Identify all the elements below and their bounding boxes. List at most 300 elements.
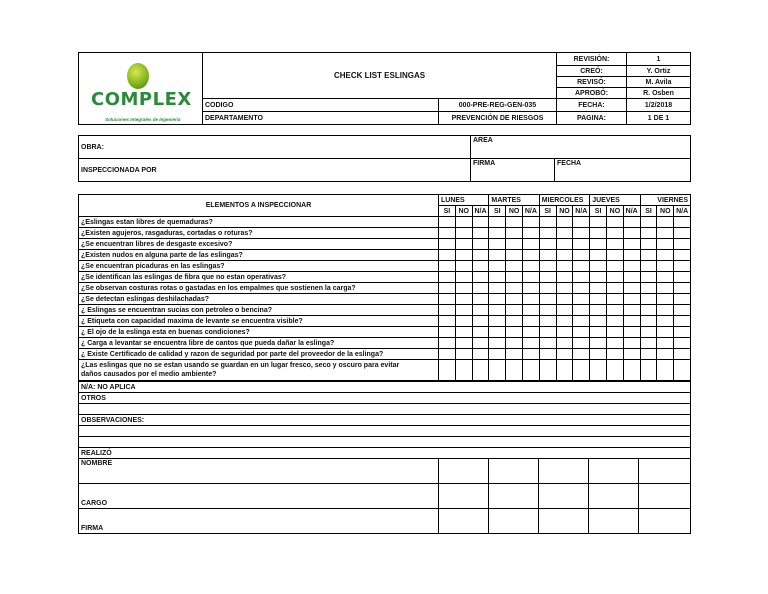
check-cell[interactable] <box>556 261 573 272</box>
check-cell[interactable] <box>674 250 691 261</box>
check-cell[interactable] <box>590 283 607 294</box>
checklist-item: ¿Se encuentran picaduras en las eslingas? <box>79 261 439 272</box>
check-cell[interactable] <box>506 261 523 272</box>
check-cell[interactable] <box>439 217 456 228</box>
meta-value: R. Osben <box>627 88 691 99</box>
checklist-row <box>79 316 691 327</box>
check-cell[interactable] <box>573 239 590 250</box>
document-title: CHECK LIST ESLINGAS <box>203 53 557 99</box>
check-cell[interactable] <box>674 239 691 250</box>
area-field[interactable]: AREA <box>471 136 691 159</box>
check-cell[interactable] <box>640 250 657 261</box>
checklist-row <box>79 228 691 239</box>
check-cell[interactable] <box>506 338 523 349</box>
signature-cell[interactable] <box>639 484 691 509</box>
check-cell[interactable] <box>455 272 472 283</box>
check-cell[interactable] <box>640 228 657 239</box>
check-cell[interactable] <box>623 349 640 360</box>
option-header: N/A <box>472 206 489 217</box>
check-cell[interactable] <box>607 294 624 305</box>
signature-cell[interactable] <box>439 459 489 484</box>
codigo-value: 000-PRE-REG-GEN-035 <box>439 99 557 112</box>
check-cell[interactable] <box>472 349 489 360</box>
check-cell[interactable] <box>506 294 523 305</box>
check-cell[interactable] <box>439 294 456 305</box>
check-cell[interactable] <box>573 261 590 272</box>
checklist-item <box>79 360 439 381</box>
check-cell[interactable] <box>439 305 456 316</box>
checklist-row <box>79 272 691 283</box>
check-cell[interactable] <box>556 272 573 283</box>
check-cell[interactable] <box>640 338 657 349</box>
check-cell[interactable] <box>455 305 472 316</box>
check-cell[interactable] <box>439 261 456 272</box>
na-note: N/A: NO APLICA <box>79 382 691 393</box>
check-cell[interactable] <box>455 239 472 250</box>
check-cell[interactable] <box>522 228 539 239</box>
meta-label: APROBÓ: <box>557 88 627 99</box>
firma-field[interactable]: FIRMA <box>471 159 555 182</box>
check-cell[interactable] <box>539 261 556 272</box>
check-cell[interactable] <box>489 305 506 316</box>
check-cell[interactable] <box>657 250 674 261</box>
check-cell[interactable] <box>607 283 624 294</box>
option-header: SI <box>539 206 556 217</box>
check-cell[interactable] <box>674 217 691 228</box>
check-cell[interactable] <box>522 272 539 283</box>
check-cell[interactable] <box>607 261 624 272</box>
check-cell[interactable] <box>506 305 523 316</box>
check-cell[interactable] <box>556 217 573 228</box>
check-cell[interactable] <box>489 283 506 294</box>
check-cell[interactable] <box>539 338 556 349</box>
check-cell[interactable] <box>439 316 456 327</box>
check-cell[interactable] <box>607 272 624 283</box>
option-header: NO <box>556 206 573 217</box>
blank-row <box>79 437 691 448</box>
day-header: VIERNES <box>640 195 690 206</box>
option-header: N/A <box>623 206 640 217</box>
check-cell[interactable] <box>590 338 607 349</box>
check-cell[interactable] <box>472 338 489 349</box>
check-cell[interactable] <box>472 305 489 316</box>
check-cell[interactable] <box>607 250 624 261</box>
check-cell[interactable] <box>590 360 607 381</box>
check-cell[interactable] <box>472 294 489 305</box>
signature-cell[interactable] <box>589 484 639 509</box>
check-cell[interactable] <box>439 228 456 239</box>
check-cell[interactable] <box>522 349 539 360</box>
checklist-row <box>79 239 691 250</box>
meta-value: 1/2/2018 <box>627 99 691 112</box>
logo-subtitle: Soluciones Integrales de Ingeniería <box>105 116 181 122</box>
check-cell[interactable] <box>556 305 573 316</box>
check-cell[interactable] <box>489 316 506 327</box>
check-cell[interactable] <box>623 338 640 349</box>
check-cell[interactable] <box>439 272 456 283</box>
check-cell[interactable] <box>539 228 556 239</box>
check-cell[interactable] <box>439 349 456 360</box>
check-cell[interactable] <box>522 283 539 294</box>
check-cell[interactable] <box>657 239 674 250</box>
check-cell[interactable] <box>489 228 506 239</box>
signature-cell[interactable] <box>489 459 539 484</box>
check-cell[interactable] <box>556 360 573 381</box>
checklist-item: ¿ El ojo de la eslinga esta en buenas condiciones? <box>79 327 439 338</box>
check-cell[interactable] <box>623 228 640 239</box>
check-cell[interactable] <box>657 294 674 305</box>
day-header: MIERCOLES <box>539 195 589 206</box>
check-cell[interactable] <box>623 283 640 294</box>
check-cell[interactable] <box>623 360 640 381</box>
check-cell[interactable] <box>522 316 539 327</box>
checklist-row <box>79 283 691 294</box>
check-cell[interactable] <box>573 360 590 381</box>
check-cell[interactable] <box>607 217 624 228</box>
check-cell[interactable] <box>674 316 691 327</box>
check-cell[interactable] <box>439 283 456 294</box>
meta-label: REVISIÓN: <box>557 53 627 66</box>
blank-row <box>79 404 691 415</box>
blank-row <box>79 426 691 437</box>
meta-label: CREÓ: <box>557 66 627 77</box>
check-cell[interactable] <box>539 250 556 261</box>
check-cell[interactable] <box>522 250 539 261</box>
check-cell[interactable] <box>522 360 539 381</box>
check-cell[interactable] <box>489 217 506 228</box>
check-cell[interactable] <box>607 338 624 349</box>
check-cell[interactable] <box>455 349 472 360</box>
checklist-item: ¿Existen agujeros, rasgaduras, cortadas o roturas? <box>79 228 439 239</box>
firma-field-footer[interactable]: FIRMA <box>79 509 439 534</box>
check-cell[interactable] <box>623 294 640 305</box>
option-header: NO <box>506 206 523 217</box>
check-cell[interactable] <box>640 294 657 305</box>
checklist-item: ¿Existen nudos en alguna parte de las eslingas? <box>79 250 439 261</box>
codigo-label: CODIGO <box>203 99 439 112</box>
check-cell[interactable] <box>657 217 674 228</box>
logo-cell <box>79 53 203 125</box>
check-cell[interactable] <box>472 360 489 381</box>
observaciones-field[interactable]: OBSERVACIONES: <box>79 415 691 426</box>
check-cell[interactable] <box>539 217 556 228</box>
meta-label: PAGINA: <box>557 112 627 125</box>
check-cell[interactable] <box>640 316 657 327</box>
check-cell[interactable] <box>455 217 472 228</box>
check-cell[interactable] <box>623 261 640 272</box>
check-cell[interactable] <box>590 349 607 360</box>
check-cell[interactable] <box>472 250 489 261</box>
signature-cell[interactable] <box>489 484 539 509</box>
check-cell[interactable] <box>472 327 489 338</box>
check-cell[interactable] <box>573 349 590 360</box>
signature-cell[interactable] <box>489 509 539 534</box>
check-cell[interactable] <box>573 250 590 261</box>
check-cell[interactable] <box>657 305 674 316</box>
check-cell[interactable] <box>489 349 506 360</box>
check-cell[interactable] <box>573 283 590 294</box>
check-cell[interactable] <box>506 217 523 228</box>
check-cell[interactable] <box>455 316 472 327</box>
check-cell[interactable] <box>674 349 691 360</box>
check-cell[interactable] <box>522 338 539 349</box>
check-cell[interactable] <box>640 349 657 360</box>
check-cell[interactable] <box>539 360 556 381</box>
check-cell[interactable] <box>573 294 590 305</box>
check-cell[interactable] <box>439 239 456 250</box>
signature-cell[interactable] <box>639 509 691 534</box>
check-cell[interactable] <box>556 250 573 261</box>
fecha-field[interactable]: FECHA <box>555 159 691 182</box>
check-cell[interactable] <box>455 228 472 239</box>
check-cell[interactable] <box>674 261 691 272</box>
check-cell[interactable] <box>590 294 607 305</box>
signature-cell[interactable] <box>539 459 589 484</box>
check-cell[interactable] <box>590 316 607 327</box>
check-cell[interactable] <box>590 305 607 316</box>
check-cell[interactable] <box>539 272 556 283</box>
check-cell[interactable] <box>607 316 624 327</box>
check-cell[interactable] <box>607 228 624 239</box>
check-cell[interactable] <box>607 239 624 250</box>
option-header: SI <box>439 206 456 217</box>
check-cell[interactable] <box>506 272 523 283</box>
check-cell[interactable] <box>623 250 640 261</box>
check-cell[interactable] <box>455 283 472 294</box>
check-cell[interactable] <box>674 283 691 294</box>
logo-text: COMPLEX <box>91 88 192 110</box>
check-cell[interactable] <box>590 261 607 272</box>
check-cell[interactable] <box>674 327 691 338</box>
check-cell[interactable] <box>522 305 539 316</box>
check-cell[interactable] <box>657 349 674 360</box>
check-cell[interactable] <box>472 316 489 327</box>
check-cell[interactable] <box>439 360 456 381</box>
check-cell[interactable] <box>657 360 674 381</box>
check-cell[interactable] <box>623 239 640 250</box>
meta-label: FECHA: <box>557 99 627 112</box>
check-cell[interactable] <box>556 294 573 305</box>
check-cell[interactable] <box>455 327 472 338</box>
signature-cell[interactable] <box>439 509 489 534</box>
nombre-field[interactable]: NOMBRE <box>79 459 439 484</box>
check-cell[interactable] <box>472 217 489 228</box>
check-cell[interactable] <box>590 272 607 283</box>
check-cell[interactable] <box>556 338 573 349</box>
check-cell[interactable] <box>439 338 456 349</box>
checklist-item: ¿Eslingas estan libres de quemaduras? <box>79 217 439 228</box>
check-cell[interactable] <box>640 305 657 316</box>
check-cell[interactable] <box>539 294 556 305</box>
check-cell[interactable] <box>539 239 556 250</box>
check-cell[interactable] <box>640 217 657 228</box>
signature-cell[interactable] <box>439 484 489 509</box>
check-cell[interactable] <box>657 283 674 294</box>
check-cell[interactable] <box>439 250 456 261</box>
check-cell[interactable] <box>674 305 691 316</box>
signature-cell[interactable] <box>539 509 589 534</box>
check-cell[interactable] <box>640 239 657 250</box>
check-cell[interactable] <box>590 250 607 261</box>
check-cell[interactable] <box>472 283 489 294</box>
check-cell[interactable] <box>455 294 472 305</box>
check-cell[interactable] <box>623 217 640 228</box>
checklist-row <box>79 349 691 360</box>
check-cell[interactable] <box>657 228 674 239</box>
check-cell[interactable] <box>556 327 573 338</box>
check-cell[interactable] <box>573 217 590 228</box>
check-cell[interactable] <box>472 272 489 283</box>
checklist-item: ¿Se detectan eslingas deshilachadas? <box>79 294 439 305</box>
checklist-sheet <box>78 52 690 534</box>
check-cell[interactable] <box>506 360 523 381</box>
check-cell[interactable] <box>489 272 506 283</box>
checklist-row <box>79 250 691 261</box>
check-cell[interactable] <box>674 228 691 239</box>
check-cell[interactable] <box>522 217 539 228</box>
cargo-field[interactable]: CARGO <box>79 484 439 509</box>
check-cell[interactable] <box>539 305 556 316</box>
check-cell[interactable] <box>506 239 523 250</box>
check-cell[interactable] <box>640 327 657 338</box>
check-cell[interactable] <box>640 272 657 283</box>
signature-cell[interactable] <box>639 459 691 484</box>
check-cell[interactable] <box>623 272 640 283</box>
check-cell[interactable] <box>556 349 573 360</box>
check-cell[interactable] <box>506 316 523 327</box>
check-cell[interactable] <box>455 338 472 349</box>
check-cell[interactable] <box>522 327 539 338</box>
option-header: NO <box>657 206 674 217</box>
checklist-item: ¿Se encuentran libres de desgaste excesivo? <box>79 239 439 250</box>
check-cell[interactable] <box>607 349 624 360</box>
check-cell[interactable] <box>657 261 674 272</box>
check-cell[interactable] <box>590 239 607 250</box>
check-cell[interactable] <box>522 261 539 272</box>
check-cell[interactable] <box>623 327 640 338</box>
check-cell[interactable] <box>506 327 523 338</box>
check-cell[interactable] <box>539 349 556 360</box>
check-cell[interactable] <box>607 360 624 381</box>
checklist-item: ¿Se identifican las eslingas de fibra que no estan operativas? <box>79 272 439 283</box>
signature-cell[interactable] <box>589 459 639 484</box>
check-cell[interactable] <box>489 239 506 250</box>
check-cell[interactable] <box>522 239 539 250</box>
check-cell[interactable] <box>506 283 523 294</box>
check-cell[interactable] <box>640 360 657 381</box>
checklist-row <box>79 294 691 305</box>
check-cell[interactable] <box>590 327 607 338</box>
check-cell[interactable] <box>472 239 489 250</box>
check-cell[interactable] <box>640 261 657 272</box>
obra-field[interactable]: OBRA: <box>79 136 471 159</box>
header-table <box>78 52 691 125</box>
check-cell[interactable] <box>573 338 590 349</box>
complex-logo-icon <box>127 63 149 89</box>
check-cell[interactable] <box>556 239 573 250</box>
checklist-item: ¿Se observan costuras rotas o gastadas en los empalmes que sostienen la carga? <box>79 283 439 294</box>
check-cell[interactable] <box>506 250 523 261</box>
check-cell[interactable] <box>539 283 556 294</box>
elements-header: ELEMENTOS A INSPECCIONAR <box>79 195 439 217</box>
meta-label: REVISÓ: <box>557 77 627 88</box>
otros-field[interactable]: OTROS <box>79 393 691 404</box>
check-cell[interactable] <box>657 316 674 327</box>
inspeccionada-field[interactable]: INSPECCIONADA POR <box>79 159 471 182</box>
check-cell[interactable] <box>489 338 506 349</box>
meta-value: Y. Ortiz <box>627 66 691 77</box>
check-cell[interactable] <box>607 305 624 316</box>
option-header: N/A <box>674 206 691 217</box>
check-cell[interactable] <box>556 316 573 327</box>
check-cell[interactable] <box>657 327 674 338</box>
option-header: NO <box>455 206 472 217</box>
check-cell[interactable] <box>674 294 691 305</box>
check-cell[interactable] <box>455 261 472 272</box>
check-cell[interactable] <box>522 294 539 305</box>
check-cell[interactable] <box>539 316 556 327</box>
check-cell[interactable] <box>539 327 556 338</box>
check-cell[interactable] <box>607 327 624 338</box>
check-cell[interactable] <box>573 327 590 338</box>
check-cell[interactable] <box>590 217 607 228</box>
check-cell[interactable] <box>472 228 489 239</box>
check-cell[interactable] <box>556 283 573 294</box>
check-cell[interactable] <box>506 228 523 239</box>
signature-cell[interactable] <box>589 509 639 534</box>
check-cell[interactable] <box>623 305 640 316</box>
check-cell[interactable] <box>472 261 489 272</box>
check-cell[interactable] <box>455 250 472 261</box>
checklist-item-line: daños causados por el medio ambiente? <box>81 371 217 378</box>
check-cell[interactable] <box>623 316 640 327</box>
check-cell[interactable] <box>506 349 523 360</box>
meta-value: M. Avila <box>627 77 691 88</box>
signature-cell[interactable] <box>539 484 589 509</box>
check-cell[interactable] <box>590 228 607 239</box>
check-cell[interactable] <box>640 283 657 294</box>
check-cell[interactable] <box>674 360 691 381</box>
check-cell[interactable] <box>573 316 590 327</box>
checklist-row <box>79 217 691 228</box>
checklist-row <box>79 338 691 349</box>
check-cell[interactable] <box>489 261 506 272</box>
day-header: MARTES <box>489 195 539 206</box>
option-header: NO <box>607 206 624 217</box>
check-cell[interactable] <box>573 305 590 316</box>
check-cell[interactable] <box>439 327 456 338</box>
check-cell[interactable] <box>657 338 674 349</box>
checklist-row <box>79 327 691 338</box>
check-cell[interactable] <box>455 360 472 381</box>
checklist-row <box>79 360 691 381</box>
check-cell[interactable] <box>489 360 506 381</box>
check-cell[interactable] <box>556 228 573 239</box>
check-cell[interactable] <box>573 228 590 239</box>
check-cell[interactable] <box>489 250 506 261</box>
check-cell[interactable] <box>674 338 691 349</box>
checklist-row <box>79 305 691 316</box>
option-header: N/A <box>522 206 539 217</box>
option-header: N/A <box>573 206 590 217</box>
checklist-item: ¿ Carga a levantar se encuentra libre de cantos que pueda dañar la eslinga? <box>79 338 439 349</box>
check-cell[interactable] <box>573 272 590 283</box>
check-cell[interactable] <box>489 294 506 305</box>
checklist-item: ¿ Etiqueta con capacidad maxima de levante se encuentra visible? <box>79 316 439 327</box>
check-cell[interactable] <box>657 272 674 283</box>
check-cell[interactable] <box>489 327 506 338</box>
check-cell[interactable] <box>674 272 691 283</box>
